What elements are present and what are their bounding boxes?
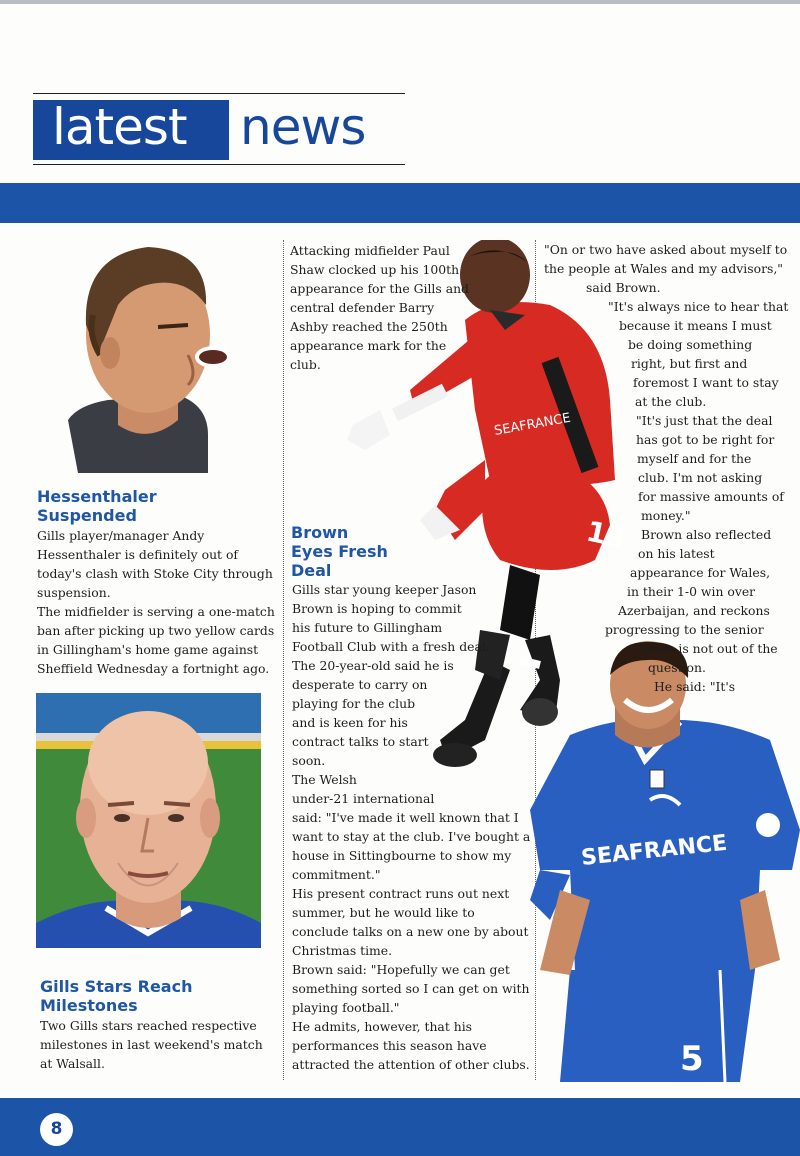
page-number: 8 — [40, 1113, 73, 1146]
top-blue-band — [0, 183, 800, 223]
text-line: at the club. — [635, 394, 707, 409]
text-line: Football Club with a fresh deal. — [292, 639, 490, 654]
text-line: right, but first and — [631, 356, 748, 371]
headline-line: Hessenthaler — [37, 487, 157, 506]
text-line: Brown also reflected — [641, 527, 772, 542]
story-hessenthaler-body — [37, 526, 275, 678]
paragraph: Gills player/manager Andy Hessenthaler is definitely out of today's clash with Stoke City through suspension. — [37, 528, 273, 600]
headline-line: Brown — [291, 523, 349, 542]
text-line: something sorted so I can get on with — [292, 981, 530, 996]
text-line: attracted the attention of other clubs. — [292, 1057, 530, 1072]
text-line: the people at Wales and my advisors," — [544, 261, 784, 276]
text-line: Gills star young keeper Jason — [292, 582, 477, 597]
text-line: question. — [648, 660, 706, 675]
photo-andy-hessenthaler — [38, 235, 238, 473]
column-divider-1 — [283, 240, 284, 1080]
text-line: summer, but he would like to — [292, 905, 475, 920]
headline-line: Deal — [291, 561, 332, 580]
text-line: soon. — [292, 753, 326, 768]
headline-line: Gills Stars Reach — [40, 977, 193, 996]
paragraph: The midfielder is serving a one-match ban after picking up two yellow cards in Gillingham's home game against Sheffield Wednesday a fortnight ago. — [37, 604, 275, 676]
text-line: be doing something — [628, 337, 753, 352]
keeper-shirt-sponsor: SEAFRANCE — [493, 410, 572, 439]
text-line: said: "I've made it well known that I — [292, 810, 519, 825]
text-line: "On or two have asked about myself to — [544, 242, 788, 257]
story-brown-headline — [291, 523, 431, 580]
text-line: in their 1-0 win over — [627, 584, 756, 599]
text-line: myself and for the — [637, 451, 752, 466]
text-line: Brown said: "Hopefully we can get — [292, 962, 510, 977]
text-line: want to stay at the club. I've bought a — [292, 829, 531, 844]
text-line: "It's just that the deal — [636, 413, 773, 428]
text-line: and is keen for his — [292, 715, 408, 730]
text-line: Christmas time. — [292, 943, 393, 958]
keeper-number: 13 — [583, 514, 629, 555]
text-line: He said: "It's — [654, 679, 736, 694]
player-shirt-sponsor: SEAFRANCE — [580, 830, 729, 871]
text-line: money." — [641, 508, 691, 523]
story-hessenthaler-headline — [37, 487, 257, 525]
headline-line: Suspended — [37, 506, 137, 525]
masthead-rule-bottom — [33, 164, 405, 165]
text-line: performances this season have — [292, 1038, 487, 1053]
masthead-rule-top — [33, 93, 405, 94]
text-line: His present contract runs out next — [292, 886, 510, 901]
text-line: desperate to carry on — [292, 677, 428, 692]
text-line: for massive amounts of — [638, 489, 784, 504]
text-line: has got to be right for — [636, 432, 775, 447]
text-line: Brown is hoping to commit — [292, 601, 462, 616]
photo-bald-player — [36, 693, 261, 948]
text-line: house in Sittingbourne to show my — [292, 848, 512, 863]
player-number: 5 — [680, 1039, 704, 1079]
text-line: playing for the club — [292, 696, 416, 711]
paragraph: Attacking midfielder Paul Shaw clocked up his 100th appearance for the Gills and central defender Barry Ashby reached the 250th appearance mark for the club. — [290, 243, 469, 372]
headline-line: Eyes Fresh — [291, 542, 388, 561]
masthead-news: news — [240, 98, 366, 156]
text-line: club. I'm not asking — [638, 470, 763, 485]
photo-smiling-player — [530, 640, 800, 1082]
headline-line: Milestones — [40, 996, 138, 1015]
bottom-blue-band — [0, 1098, 800, 1156]
text-line: He admits, however, that his — [292, 1019, 473, 1034]
text-line: "It's always nice to hear that — [608, 299, 789, 314]
text-line: playing football." — [292, 1000, 400, 1015]
text-line: team is not out of the — [643, 641, 778, 656]
top-edge-line — [0, 0, 800, 4]
text-line: The 20-year-old said he is — [292, 658, 454, 673]
text-line: appearance for Wales, — [630, 565, 771, 580]
story-milestones-continued — [290, 241, 475, 374]
text-line: The Welsh — [292, 772, 357, 787]
text-line: foremost I want to stay — [633, 375, 779, 390]
story-brown-body-col3 — [543, 240, 798, 696]
paragraph: Two Gills stars reached respective milestones in last weekend's match at Walsall. — [40, 1018, 263, 1071]
text-line: contract talks to start — [292, 734, 429, 749]
text-line: commitment." — [292, 867, 381, 882]
story-milestones-headline — [40, 977, 270, 1015]
story-milestones-body — [40, 1016, 275, 1073]
text-line: Azerbaijan, and reckons — [618, 603, 770, 618]
text-line: progressing to the senior — [605, 622, 764, 637]
text-line: said Brown. — [586, 280, 661, 295]
text-line: under-21 international — [292, 791, 435, 806]
text-line: because it means I must — [619, 318, 772, 333]
text-line: his future to Gillingham — [292, 620, 443, 635]
masthead-latest: latest — [52, 98, 187, 156]
text-line: on his latest — [638, 546, 715, 561]
text-line: conclude talks on a new one by about — [292, 924, 529, 939]
story-brown-body-col2 — [292, 580, 530, 1074]
